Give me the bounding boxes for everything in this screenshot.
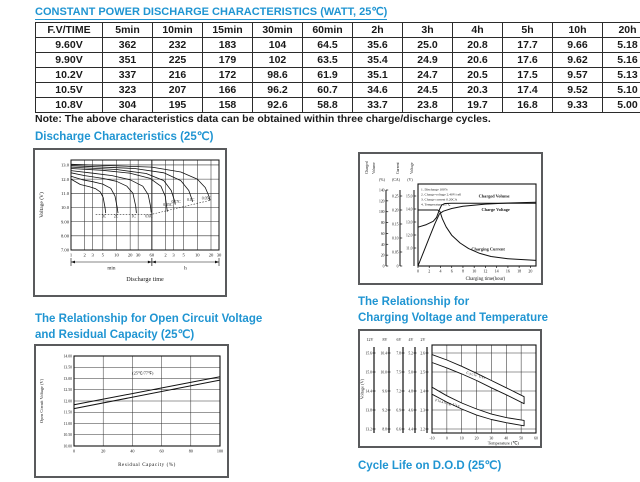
svg-text:30: 30 (216, 252, 222, 258)
power-table-body (36, 38, 640, 113)
svg-text:12.50: 12.50 (63, 388, 72, 393)
svg-text:60: 60 (380, 231, 385, 236)
svg-text:Floating Use: Floating Use (434, 398, 461, 409)
svg-text:3: 3 (91, 252, 94, 258)
table-cell: 98.6 (253, 68, 303, 83)
svg-text:4.6: 4.6 (408, 408, 413, 413)
svg-text:8.00: 8.00 (60, 233, 69, 239)
table-cell: 104 (253, 38, 303, 53)
table-cell: 166 (203, 83, 253, 98)
svg-text:Cycle Use: Cycle Use (465, 370, 487, 381)
table-cell: 96.2 (253, 83, 303, 98)
chart-charging-voltage-temperature (358, 329, 542, 448)
svg-text:6.6: 6.6 (396, 427, 401, 432)
table-cell: 23.8 (403, 98, 453, 113)
svg-text:2.4: 2.4 (420, 389, 425, 394)
svg-text:1C: 1C (131, 214, 136, 219)
table-cell: 179 (203, 53, 253, 68)
table-cell: 195 (153, 98, 203, 113)
table-cell: 35.1 (353, 68, 403, 83)
table-row (36, 53, 640, 68)
svg-text:(CA): (CA) (392, 178, 400, 182)
table-cell: 9.62 (553, 53, 603, 68)
svg-text:Volume: Volume (372, 162, 376, 174)
svg-text:9.6: 9.6 (382, 389, 387, 394)
table-header-row (36, 23, 640, 38)
table-cell: 61.9 (303, 68, 353, 83)
svg-text:7.2: 7.2 (396, 389, 401, 394)
svg-text:2C: 2C (113, 214, 119, 219)
table-cell: 17.7 (503, 38, 553, 53)
table-cell: 5.10 (603, 83, 640, 98)
svg-text:0: 0 (382, 264, 385, 269)
table-header-cell: 3h (403, 23, 453, 38)
table-row (36, 68, 640, 83)
table-header-cell: 4h (453, 23, 503, 38)
svg-text:7.5: 7.5 (396, 370, 401, 375)
svg-text:60: 60 (149, 252, 155, 258)
table-cell: 17.6 (503, 53, 553, 68)
svg-text:18: 18 (517, 268, 522, 274)
table-row (36, 38, 640, 53)
table-cell: 172 (203, 68, 253, 83)
svg-text:14.4: 14.4 (365, 389, 372, 394)
svg-text:5.2: 5.2 (408, 351, 413, 356)
svg-text:14.0: 14.0 (406, 207, 413, 212)
svg-text:80: 80 (380, 221, 385, 226)
table-cell: 19.7 (453, 98, 503, 113)
table-cell: 5.13 (603, 68, 640, 83)
svg-text:2.3: 2.3 (420, 408, 425, 413)
svg-text:10: 10 (114, 252, 119, 258)
svg-text:11.0: 11.0 (61, 191, 69, 197)
table-row (36, 98, 640, 113)
svg-text:100: 100 (378, 210, 385, 215)
svg-text:0: 0 (445, 436, 448, 441)
chart-discharge-characteristics (33, 148, 227, 297)
svg-text:10.50: 10.50 (63, 433, 72, 438)
svg-text:7.8: 7.8 (396, 351, 401, 356)
table-cell: 183 (203, 38, 253, 53)
table-cell: 9.57 (553, 68, 603, 83)
table-header-cell: 10h (553, 23, 603, 38)
table-cell: 9.90V (36, 53, 103, 68)
svg-text:5.0: 5.0 (408, 370, 413, 375)
table-cell: 304 (103, 98, 153, 113)
charging-temp-chart-svg (360, 331, 540, 446)
svg-text:3C: 3C (101, 214, 107, 219)
svg-text:4. Temperature 25℃: 4. Temperature 25℃ (421, 202, 451, 207)
heading-open-circuit-voltage (35, 311, 262, 343)
svg-text:h: h (184, 265, 187, 272)
svg-text:9.2: 9.2 (382, 408, 387, 413)
table-header-cell: 5min (103, 23, 153, 38)
table-cell: 24.5 (403, 83, 453, 98)
svg-text:0.20: 0.20 (392, 208, 399, 213)
svg-text:20: 20 (528, 268, 533, 274)
svg-text:8.8: 8.8 (382, 427, 387, 432)
power-table (35, 22, 640, 113)
table-cell: 5.18 (603, 38, 640, 53)
table-cell: 20.3 (453, 83, 503, 98)
table-cell: 63.5 (303, 53, 353, 68)
svg-text:12.0: 12.0 (406, 233, 413, 238)
svg-text:2.6: 2.6 (420, 351, 425, 356)
svg-text:0.1C: 0.1C (187, 198, 195, 203)
svg-text:2.2: 2.2 (420, 427, 425, 432)
svg-text:9.00: 9.00 (60, 219, 69, 225)
svg-text:0: 0 (417, 268, 419, 274)
table-note: Note: The above characteristics data can be obtained within three charge/discharge cycles. (35, 113, 491, 125)
svg-text:12: 12 (483, 268, 488, 274)
power-table-head (36, 23, 640, 38)
table-cell: 232 (153, 38, 203, 53)
svg-text:40: 40 (380, 242, 385, 247)
svg-text:20: 20 (380, 253, 385, 258)
ocv-chart-svg (36, 346, 227, 476)
table-cell: 337 (103, 68, 153, 83)
table-cell: 158 (203, 98, 253, 113)
svg-text:20: 20 (208, 252, 214, 258)
svg-text:Temperature (℃): Temperature (℃) (487, 440, 519, 446)
svg-text:1. Discharge 100%: 1. Discharge 100% (421, 187, 448, 192)
table-cell: 5.00 (603, 98, 640, 113)
svg-text:2V: 2V (420, 337, 426, 342)
svg-text:20: 20 (474, 436, 479, 441)
charge-chart-svg (360, 154, 541, 283)
heading-line: Charging Voltage and Temperature (358, 312, 548, 324)
table-cell: 17.4 (503, 83, 553, 98)
svg-text:0.10: 0.10 (392, 236, 399, 241)
table-cell: 24.9 (403, 53, 453, 68)
svg-text:0.25: 0.25 (392, 194, 399, 199)
svg-text:15.6: 15.6 (365, 351, 372, 356)
svg-text:Charged: Charged (365, 161, 369, 174)
svg-text:100: 100 (216, 448, 224, 454)
table-header-cell: 30min (253, 23, 303, 38)
table-cell: 9.33 (553, 98, 603, 113)
svg-text:Discharge time: Discharge time (126, 276, 164, 283)
table-cell: 216 (153, 68, 203, 83)
svg-text:min: min (107, 265, 116, 272)
table-header-cell: 10min (153, 23, 203, 38)
table-header-cell: 60min (303, 23, 353, 38)
table-cell: 34.6 (353, 83, 403, 98)
table-cell: 33.7 (353, 98, 403, 113)
svg-text:6: 6 (450, 268, 453, 274)
svg-text:11.0: 11.0 (406, 246, 413, 251)
svg-text:13.00: 13.00 (63, 376, 72, 381)
svg-text:(V): (V) (407, 178, 413, 182)
svg-text:4V: 4V (408, 337, 414, 342)
table-header-cell: 15min (203, 23, 253, 38)
svg-text:20: 20 (127, 252, 133, 258)
svg-text:14.00: 14.00 (63, 354, 72, 359)
svg-text:60: 60 (534, 436, 538, 441)
table-cell: 9.66 (553, 38, 603, 53)
table-cell: 25.0 (403, 38, 453, 53)
svg-text:2: 2 (164, 252, 167, 258)
svg-text:3: 3 (172, 252, 175, 258)
svg-text:2. Charge voltage 2.40V/cell: 2. Charge voltage 2.40V/cell (421, 192, 462, 197)
svg-text:30: 30 (489, 436, 494, 441)
svg-text:10.00: 10.00 (63, 444, 72, 449)
svg-text:12V: 12V (366, 337, 374, 342)
svg-text:10: 10 (459, 436, 464, 441)
svg-text:6.9: 6.9 (396, 408, 401, 413)
svg-text:8: 8 (461, 268, 464, 274)
svg-text:12.0: 12.0 (60, 176, 69, 182)
table-cell: 92.6 (253, 98, 303, 113)
svg-text:10: 10 (195, 252, 200, 258)
svg-text:(%): (%) (379, 178, 385, 182)
svg-text:16: 16 (505, 268, 510, 274)
heading-charging-voltage-temperature (358, 294, 548, 326)
svg-text:Residual Capacity (%): Residual Capacity (%) (118, 463, 176, 468)
svg-text:2: 2 (428, 268, 431, 274)
table-cell: 5.16 (603, 53, 640, 68)
svg-text:4.8: 4.8 (408, 389, 413, 394)
svg-text:5: 5 (182, 252, 185, 258)
svg-text:Charge Voltage: Charge Voltage (481, 206, 510, 212)
svg-text:50: 50 (519, 436, 524, 441)
svg-text:Charging time(hour): Charging time(hour) (465, 277, 506, 282)
svg-text:13.2: 13.2 (365, 427, 372, 432)
svg-text:2: 2 (83, 252, 86, 258)
svg-text:Voltage (V): Voltage (V) (360, 378, 365, 400)
svg-text:20: 20 (101, 448, 106, 454)
svg-text:0.05: 0.05 (392, 250, 399, 255)
svg-text:0.17C: 0.17C (171, 199, 181, 204)
svg-text:40: 40 (504, 436, 509, 441)
svg-text:15.0: 15.0 (365, 370, 372, 375)
table-header-cell: 5h (503, 23, 553, 38)
svg-text:0.15: 0.15 (392, 222, 399, 227)
table-cell: 10.2V (36, 68, 103, 83)
table-cell: 24.7 (403, 68, 453, 83)
table-cell: 207 (153, 83, 203, 98)
heading-line: and Residual Capacity (25℃) (35, 329, 195, 341)
svg-text:(25℃/77℉): (25℃/77℉) (132, 370, 154, 376)
svg-text:60: 60 (159, 448, 164, 454)
heading-cycle-life: Cycle Life on D.O.D (25℃) (358, 460, 502, 472)
svg-text:3. Charge current 0.20CA: 3. Charge current 0.20CA (421, 197, 458, 202)
table-cell: 102 (253, 53, 303, 68)
svg-text:Current: Current (396, 162, 400, 174)
svg-text:0: 0 (396, 264, 399, 269)
svg-text:Voltage: Voltage (410, 162, 414, 174)
table-cell: 16.8 (503, 98, 553, 113)
svg-text:4: 4 (439, 268, 442, 274)
svg-text:14: 14 (494, 268, 499, 274)
svg-text:30: 30 (135, 252, 141, 258)
page-title: CONSTANT POWER DISCHARGE CHARACTERISTICS (WATT, 25℃) (35, 6, 388, 18)
svg-text:13.50: 13.50 (63, 365, 72, 370)
svg-text:0.25C: 0.25C (163, 203, 173, 208)
table-cell: 58.8 (303, 98, 353, 113)
svg-text:13.8: 13.8 (365, 408, 372, 413)
heading-line: The Relationship for (358, 296, 470, 308)
table-cell: 351 (103, 53, 153, 68)
svg-text:10.4: 10.4 (380, 351, 387, 356)
table-header-cell: 20h (603, 23, 640, 38)
table-cell: 362 (103, 38, 153, 53)
svg-text:8V: 8V (382, 337, 388, 342)
table-cell: 20.8 (453, 38, 503, 53)
svg-text:0.6C: 0.6C (145, 214, 153, 219)
svg-text:Voltage (V): Voltage (V) (39, 192, 45, 218)
svg-text:11.00: 11.00 (63, 421, 72, 426)
svg-text:140: 140 (378, 188, 385, 193)
svg-text:6V: 6V (396, 337, 402, 342)
svg-text:4.4: 4.4 (408, 427, 413, 432)
svg-text:12.00: 12.00 (63, 399, 72, 404)
svg-text:7.00: 7.00 (60, 247, 69, 253)
chart-charge-characteristics (358, 152, 543, 285)
svg-text:2.5: 2.5 (420, 370, 425, 375)
svg-text:13.0: 13.0 (406, 220, 413, 225)
svg-text:15.0: 15.0 (406, 194, 413, 199)
table-header-cell: F.V/TIME (36, 23, 103, 38)
svg-text:13.0: 13.0 (60, 162, 69, 168)
table-cell: 60.7 (303, 83, 353, 98)
table-cell: 225 (153, 53, 203, 68)
table-cell: 35.6 (353, 38, 403, 53)
table-row (36, 83, 640, 98)
chart-open-circuit-voltage (34, 344, 229, 478)
table-cell: 20.5 (453, 68, 503, 83)
svg-text:-10: -10 (429, 436, 435, 441)
table-cell: 17.5 (503, 68, 553, 83)
svg-text:Open Circuit Voltage (V): Open Circuit Voltage (V) (39, 378, 44, 424)
table-cell: 64.5 (303, 38, 353, 53)
svg-text:0.05C: 0.05C (201, 196, 211, 201)
table-cell: 10.5V (36, 83, 103, 98)
svg-text:10.0: 10.0 (380, 370, 387, 375)
table-cell: 323 (103, 83, 153, 98)
svg-text:11.50: 11.50 (63, 410, 72, 415)
svg-text:5: 5 (101, 252, 104, 258)
svg-text:Charged Volume: Charged Volume (478, 193, 510, 199)
table-cell: 9.60V (36, 38, 103, 53)
table-cell: 10.8V (36, 98, 103, 113)
svg-text:1: 1 (69, 252, 73, 258)
svg-text:120: 120 (378, 199, 385, 204)
heading-line: The Relationship for Open Circuit Voltage (35, 313, 263, 325)
table-cell: 35.4 (353, 53, 403, 68)
discharge-chart-svg (35, 150, 225, 295)
svg-text:Charging Current: Charging Current (471, 246, 505, 252)
heading-discharge-characteristics: Discharge Characteristics (25℃) (35, 131, 214, 143)
table-header-cell: 2h (353, 23, 403, 38)
svg-text:80: 80 (188, 448, 193, 454)
svg-text:0: 0 (72, 448, 76, 454)
table-cell: 9.52 (553, 83, 603, 98)
svg-text:10: 10 (472, 268, 477, 274)
svg-text:40: 40 (130, 448, 135, 454)
table-cell: 20.6 (453, 53, 503, 68)
svg-text:10.0: 10.0 (60, 205, 69, 211)
